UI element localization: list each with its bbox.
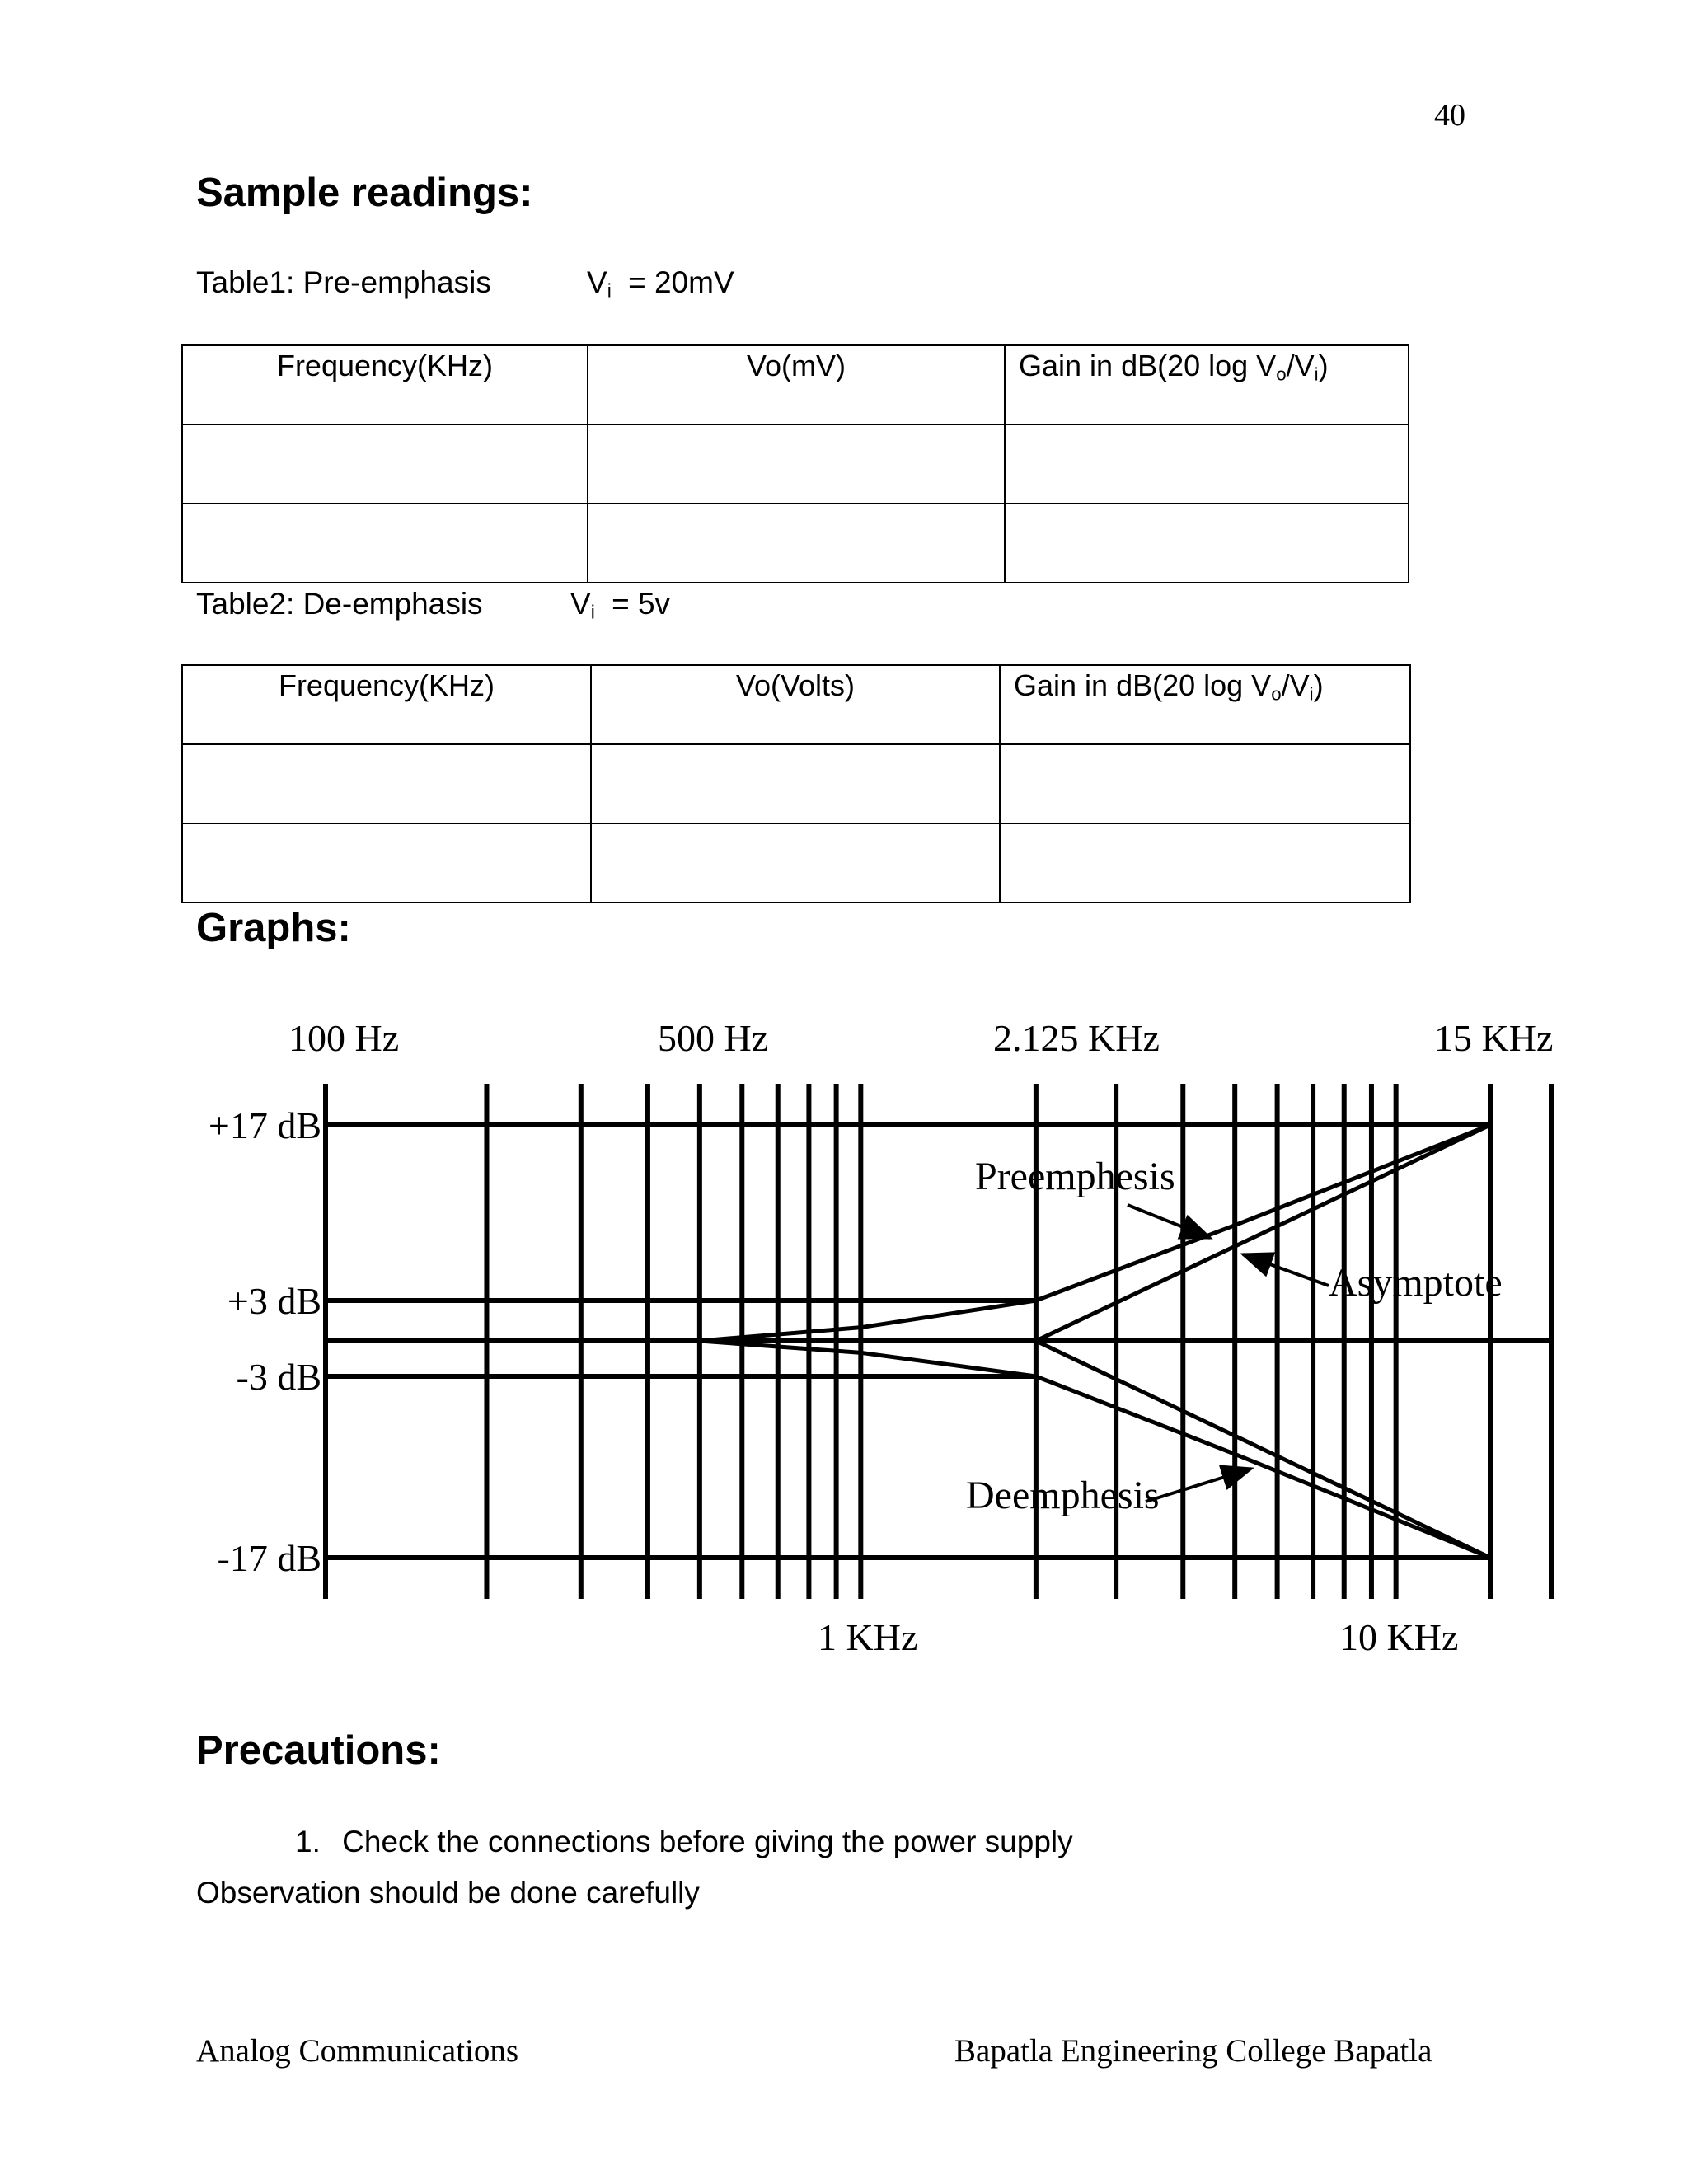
y-tick-label: +3 dB [227,1280,321,1322]
table1-header-vo: Vo(mV) [588,345,1005,424]
footer-right: Bapatla Engineering College Bapatla [954,2033,1432,2069]
y-tick-label: +17 dB [208,1104,321,1146]
vi-sub: i [590,601,595,623]
list-number: 1. [295,1825,321,1858]
top-tick-label: 2.125 KHz [993,1017,1160,1059]
table2-header-frequency: Frequency(KHz) [182,665,591,744]
top-tick-label: 15 KHz [1434,1017,1554,1059]
precautions-heading: Precautions: [196,1728,441,1773]
list-item: Check the connections before giving the power supply [342,1825,1073,1858]
precaution-item-1 [295,1825,1073,1859]
bottom-tick-label: 1 KHz [818,1616,918,1658]
sample-readings-heading: Sample readings: [196,171,533,215]
annotation-deemphesis: Deemphesis [966,1474,1160,1517]
vi-symbol: V [570,587,591,621]
vi-sub: i [607,279,612,302]
table1-caption-text: Table1: Pre-emphasis [196,265,491,299]
footer-left: Analog Communications [196,2033,519,2069]
annotation-arrow [1243,1254,1329,1286]
table2-caption-text: Table2: De-emphasis [196,587,483,621]
table1-header-frequency: Frequency(KHz) [182,345,588,424]
annotation-arrow [1128,1205,1210,1238]
annotation-preemphesis: Preemphesis [975,1155,1175,1198]
vi-value: = 20mV [628,265,734,299]
page-number: 40 [1434,98,1465,133]
annotation-asymptote: Asymptote [1329,1261,1503,1305]
table2-header-gain: Gain in dB(20 $\log V_o/V_i$) [1000,665,1410,744]
precaution-line-2: Observation should be done carefully [196,1876,700,1910]
graphs-heading: Graphs: [196,906,351,950]
table1-header-gain: Gain in dB(20 $\log V_o/V_i$) [1005,345,1409,424]
top-tick-label: 500 Hz [658,1017,769,1059]
y-tick-label: -3 dB [236,1356,321,1398]
vi-symbol: V [587,265,607,299]
y-tick-label: -17 dB [217,1537,321,1579]
vi-value: = 5v [612,587,671,621]
series-asymptote-3 [1036,1341,1490,1558]
bottom-tick-label: 10 KHz [1339,1616,1459,1658]
top-tick-label: 100 Hz [288,1017,400,1059]
table2-header-vo: Vo(Volts) [591,665,1000,744]
